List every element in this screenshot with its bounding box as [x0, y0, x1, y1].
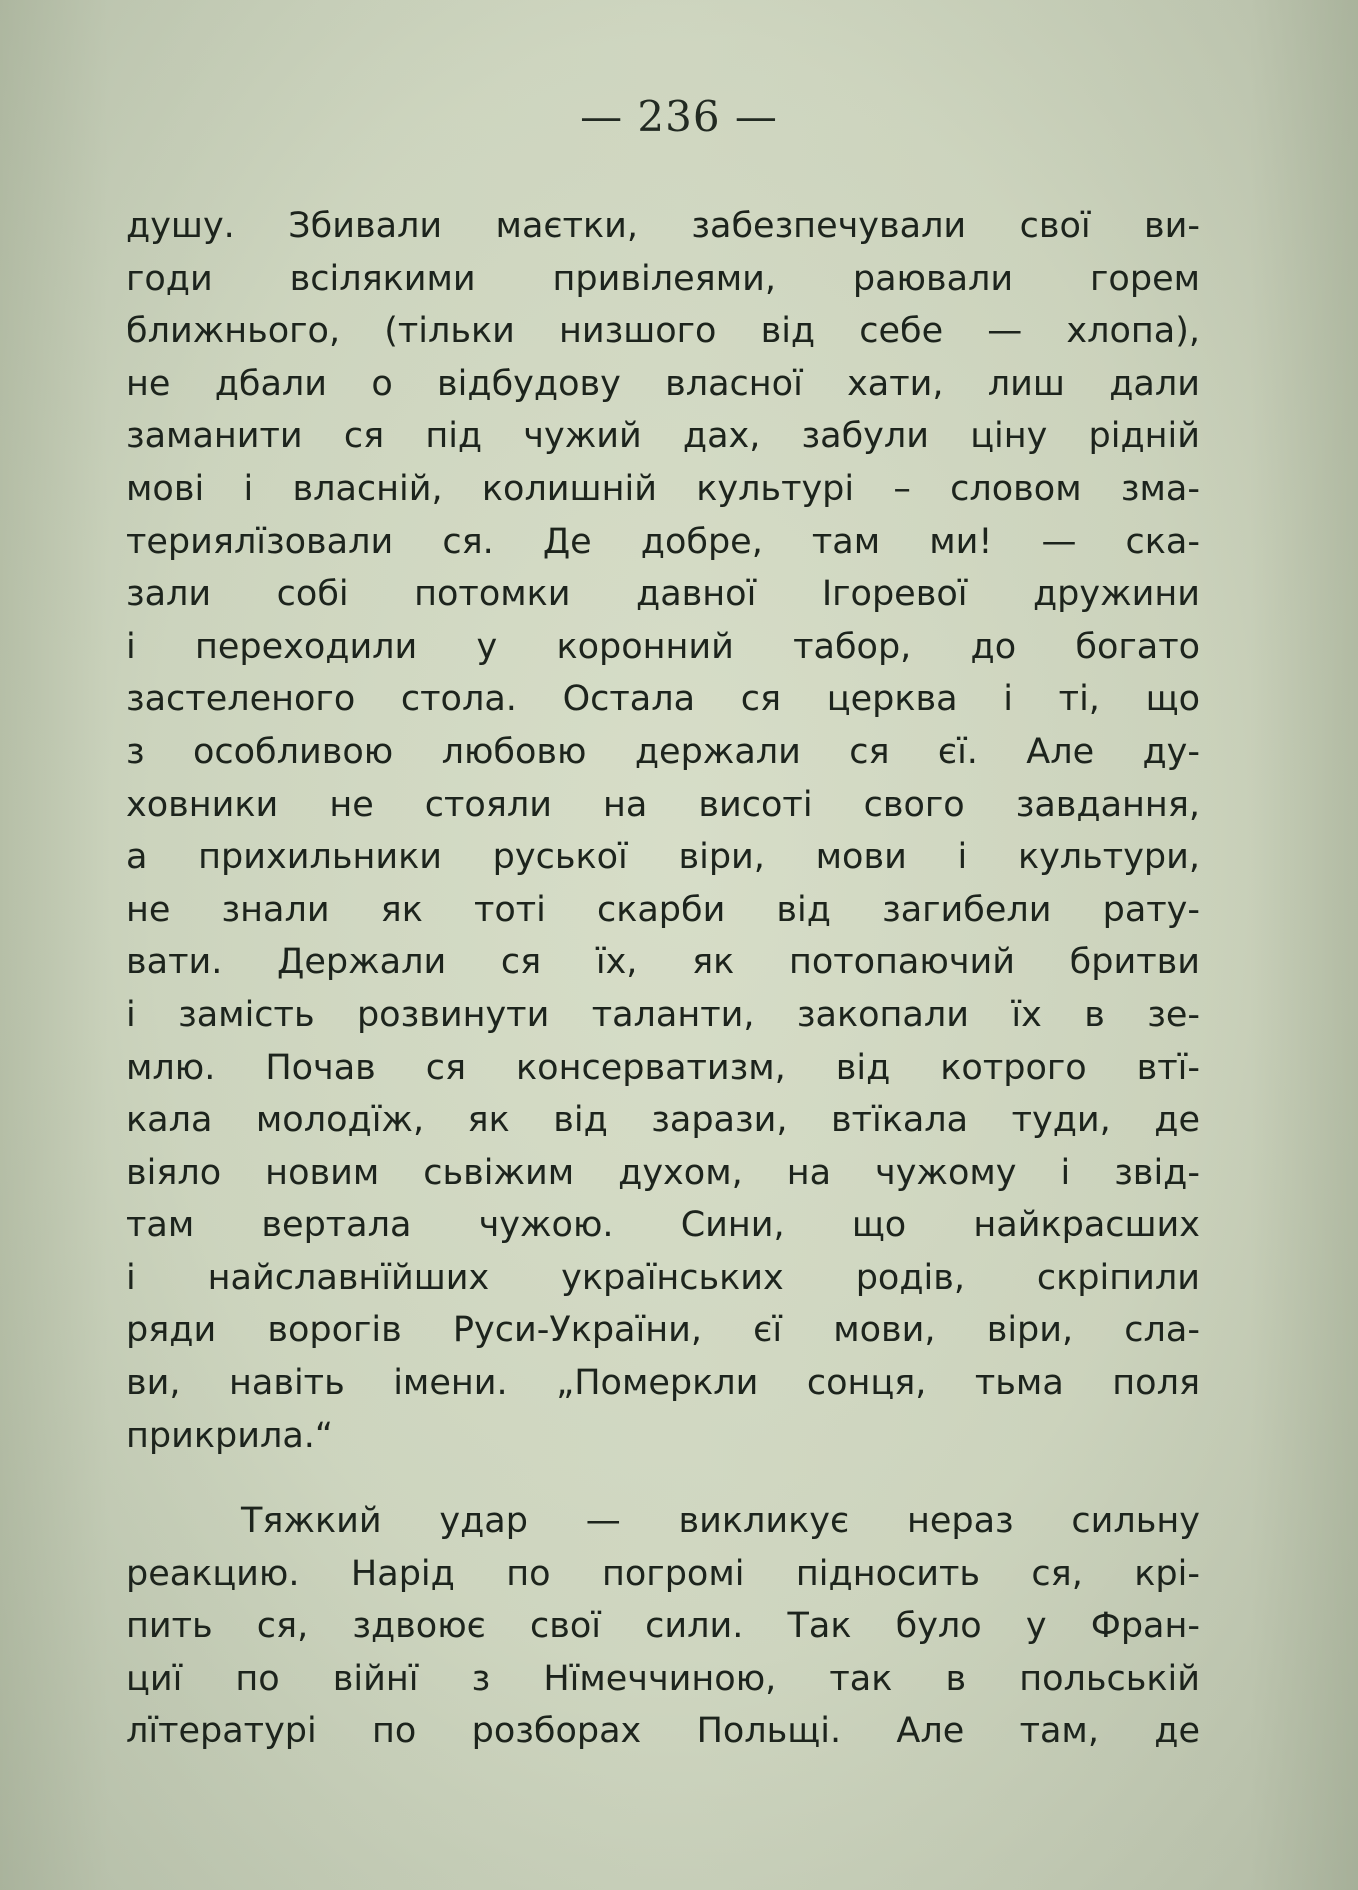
paragraph-1 [126, 200, 1200, 1462]
text-line: і замість розвинути таланти, закопали їх в зе- [126, 994, 1200, 1035]
text-line: застеленого стола. Остала ся церква і ті, що [126, 679, 1200, 720]
text-line: пить ся, здвоює свої сили. Так було у Фран- [126, 1606, 1200, 1647]
text-line: не знали як тоті скарби від загибели рату- [126, 889, 1200, 930]
text-line: з особливою любовю держали ся єї. Але ду- [126, 731, 1200, 772]
text-line: териялїзовали ся. Де добре, там ми! — ска- [126, 521, 1200, 562]
text-line: і найславнїйших українських родів, скріпили [126, 1257, 1200, 1298]
text-line: лїтературі по розборах Польщі. Але там, де [126, 1711, 1200, 1752]
text-line: годи всілякими привілеями, раювали горем [126, 258, 1200, 299]
text-line: ближнього, (тільки низшого від себе — хлопа), [126, 311, 1200, 352]
text-line: мові і власній, колишній культурі – словом зма- [126, 468, 1200, 509]
text-line: прикрила.“ [126, 1415, 334, 1456]
text-line: заманити ся під чужий дах, забули ціну рідній [126, 416, 1200, 457]
text-line: не дбали о відбудову власної хати, лиш дали [126, 363, 1200, 404]
text-line: циї по війнї з Нїмеччиною, так в польській [126, 1658, 1200, 1699]
text-line: ряди ворогів Руси-України, єї мови, віри, сла- [126, 1310, 1200, 1351]
text-line: а прихильники руської віри, мови і культури, [126, 837, 1200, 878]
text-line: душу. Збивали маєтки, забезпечували свої ви- [126, 206, 1200, 246]
text-line: Тяжкий удар — викликує нераз сильну [241, 1501, 1200, 1541]
text-line: кала молодїж, як від зарази, втїкала туди, де [126, 1100, 1200, 1141]
paragraph-2 [126, 1495, 1200, 1758]
text-line: млю. Почав ся консерватизм, від котрого втї- [126, 1047, 1200, 1088]
text-line: ви, навіть імени. „Померкли сонця, тьма поля [126, 1363, 1200, 1404]
text-line: там вертала чужою. Сини, що найкрасших [126, 1205, 1200, 1246]
text-line: реакцию. Нарід по погромі підносить ся, крі- [126, 1553, 1200, 1594]
page-number: — 236 — [580, 92, 778, 141]
text-line: вати. Держали ся їх, як потопаючий бритви [126, 942, 1200, 983]
text-line: ховники не стояли на висоті свого завдання, [126, 784, 1200, 825]
text-line: зали собі потомки давної Ігоревої дружини [126, 574, 1200, 615]
text-line: і переходили у коронний табор, до богато [126, 626, 1200, 667]
text-line: віяло новим сьвіжим духом, на чужому і звід- [126, 1152, 1200, 1193]
